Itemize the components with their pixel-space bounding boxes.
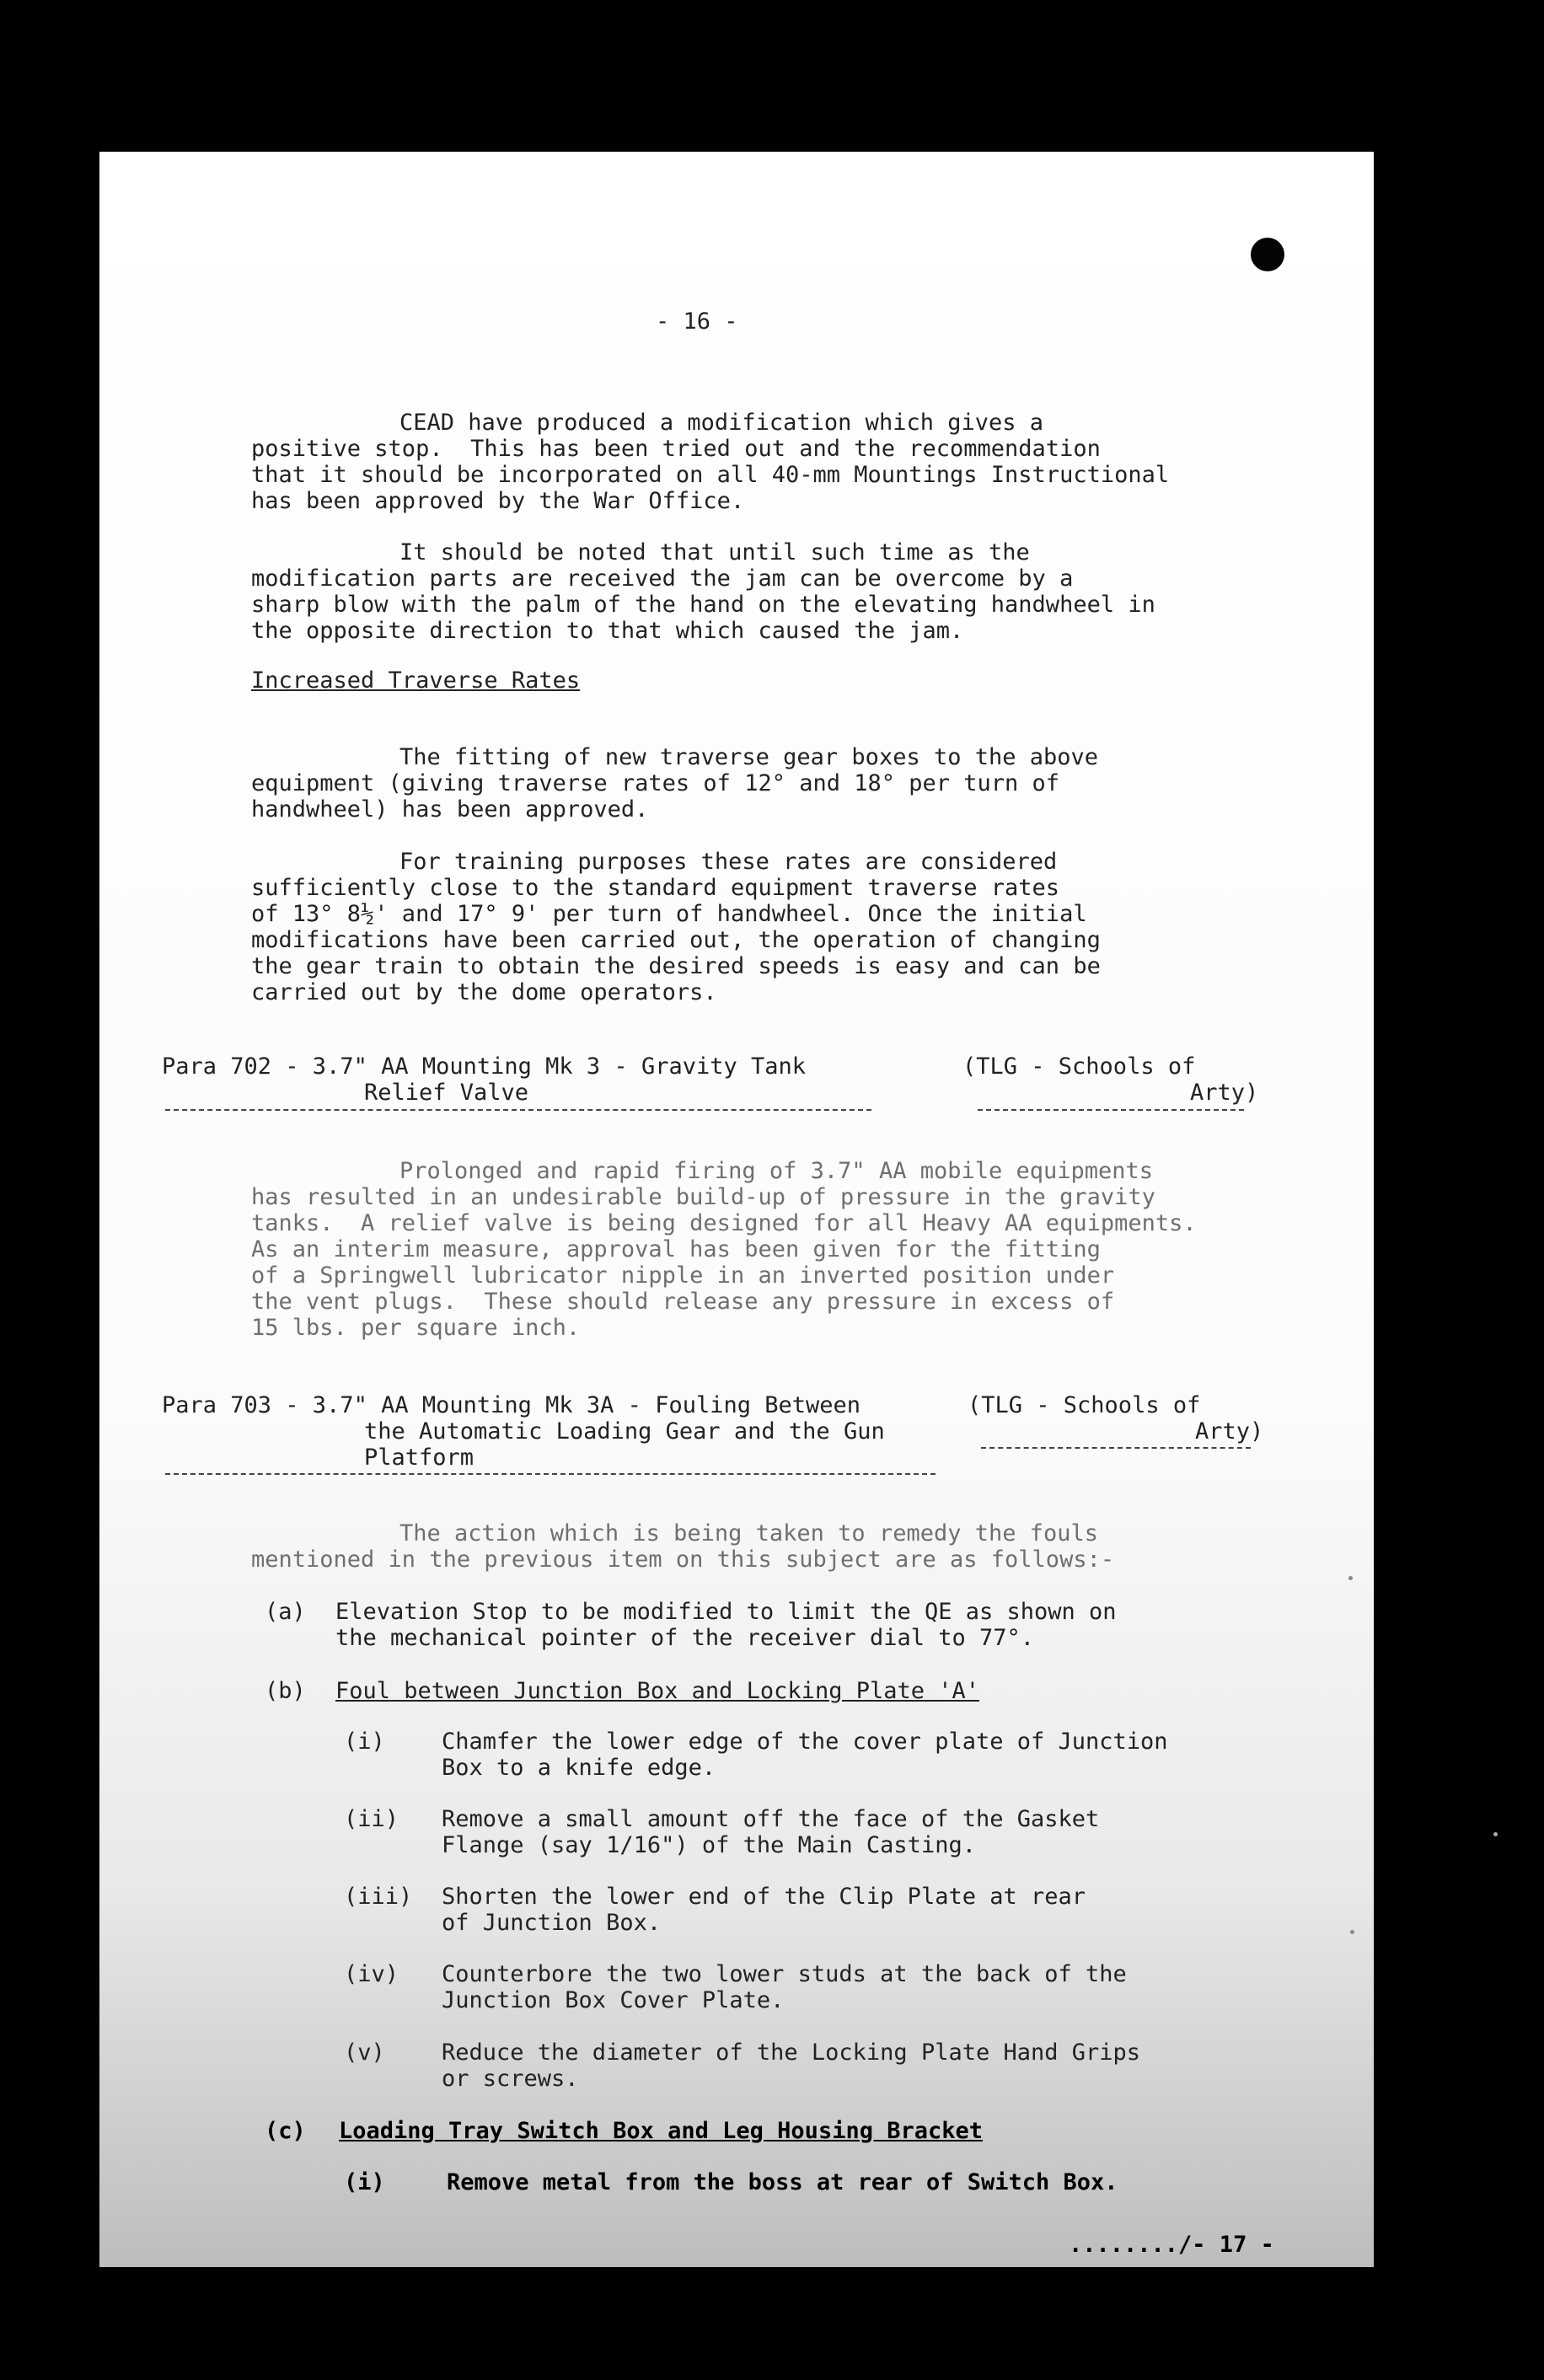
item-c-i-label: (i) bbox=[344, 2169, 385, 2195]
item-b-iv-label: (iv) bbox=[344, 1961, 399, 1987]
item-b-iv-text: Counterbore the two lower studs at the back of the bbox=[442, 1961, 1127, 1987]
intro-p2-line: sharp blow with the palm of the hand on the elevating handwheel in bbox=[251, 592, 1155, 618]
para702-body-line: Prolonged and rapid firing of 3.7" AA mobile equipments bbox=[399, 1158, 1154, 1184]
para703-intro-line: mentioned in the previous item on this subject are as follows:- bbox=[251, 1546, 1115, 1573]
traverse-p1-line: handwheel) has been approved. bbox=[251, 796, 649, 823]
item-b-i-text: Chamfer the lower edge of the cover plate of Junction bbox=[442, 1729, 1168, 1755]
para703-title: the Automatic Loading Gear and the Gun bbox=[364, 1418, 885, 1445]
para703-reference: Arty) bbox=[1195, 1418, 1264, 1445]
para703-reference: (TLG - Schools of bbox=[968, 1392, 1201, 1418]
item-b-iv-text: Junction Box Cover Plate. bbox=[442, 1987, 785, 2013]
intro-p2-line: It should be noted that until such time as the bbox=[399, 539, 1030, 566]
para702-body-line: the vent plugs. These should release any pressure in excess of bbox=[251, 1289, 1115, 1315]
traverse-p2-line: carried out by the dome operators. bbox=[251, 979, 717, 1005]
traverse-p2-line: modifications have been carried out, the operation of changing bbox=[251, 927, 1101, 953]
item-b-v-label: (v) bbox=[344, 2040, 385, 2066]
item-b-iii-text: of Junction Box. bbox=[442, 1910, 662, 1936]
page-number: - 16 - bbox=[656, 308, 738, 335]
item-a-label: (a) bbox=[265, 1599, 306, 1625]
intro-p1-line: CEAD have produced a modification which gives a bbox=[399, 410, 1044, 436]
intro-p1-line: positive stop. This has been tried out and the recommendation bbox=[251, 436, 1101, 462]
para702-body-line: of a Springwell lubricator nipple in an inverted position under bbox=[251, 1262, 1115, 1289]
para702-title: Relief Valve bbox=[364, 1080, 529, 1106]
para703-reference-rule bbox=[981, 1447, 1251, 1449]
item-b-i-text: Box to a knife edge. bbox=[442, 1755, 716, 1781]
para702-body-line: As an interim measure, approval has been given for the fitting bbox=[251, 1236, 1101, 1262]
item-b-ii-text: Remove a small amount off the face of the Gasket bbox=[442, 1806, 1100, 1832]
item-a-text: the mechanical pointer of the receiver dial to 77°. bbox=[335, 1625, 1035, 1651]
item-b-iii-text: Shorten the lower end of the Clip Plate at rear bbox=[442, 1884, 1086, 1910]
section-heading-traverse: Increased Traverse Rates bbox=[251, 667, 581, 694]
intro-p2-line: modification parts are received the jam can be overcome by a bbox=[251, 566, 1074, 592]
para702-body-line: has resulted in an undesirable build-up of pressure in the gravity bbox=[251, 1184, 1155, 1210]
item-b-i-label: (i) bbox=[344, 1729, 385, 1755]
traverse-p2-line: the gear train to obtain the desired speeds is easy and can be bbox=[251, 953, 1101, 979]
para702-title: Para 702 - 3.7" AA Mounting Mk 3 - Gravity Tank bbox=[162, 1053, 807, 1080]
item-c-i-text: Remove metal from the boss at rear of Switch Box. bbox=[447, 2169, 1118, 2195]
item-c-heading: Loading Tray Switch Box and Leg Housing Bracket bbox=[339, 2118, 984, 2144]
para702-reference-rule bbox=[978, 1109, 1244, 1111]
item-b-heading: Foul between Junction Box and Locking Plate 'A' bbox=[335, 1678, 980, 1704]
item-b-label: (b) bbox=[265, 1678, 306, 1704]
intro-p1-line: has been approved by the War Office. bbox=[251, 488, 745, 514]
para702-reference: Arty) bbox=[1190, 1080, 1259, 1106]
intro-p2-line: the opposite direction to that which caused the jam. bbox=[251, 618, 964, 644]
intro-p1-line: that it should be incorporated on all 40-mm Mountings Instructional bbox=[251, 462, 1170, 488]
scan-speck bbox=[1493, 1832, 1498, 1836]
traverse-p2-line: For training purposes these rates are considered bbox=[399, 849, 1058, 875]
para703-title: Platform bbox=[364, 1445, 474, 1471]
traverse-p2-line: sufficiently close to the standard equipment traverse rates bbox=[251, 875, 1060, 901]
para703-title: Para 703 - 3.7" AA Mounting Mk 3A - Fouling Between bbox=[162, 1392, 861, 1418]
para702-body-line: 15 lbs. per square inch. bbox=[251, 1315, 581, 1341]
para702-reference: (TLG - Schools of bbox=[962, 1053, 1196, 1080]
item-a-text: Elevation Stop to be modified to limit the QE as shown on bbox=[335, 1599, 1117, 1625]
traverse-p1-line: The fitting of new traverse gear boxes to the above bbox=[399, 744, 1099, 770]
item-b-iii-label: (iii) bbox=[344, 1884, 413, 1910]
traverse-p1-line: equipment (giving traverse rates of 12° and 18° per turn of bbox=[251, 770, 1060, 796]
para703-title-rule bbox=[165, 1473, 936, 1475]
traverse-p2-line: of 13° 8½' and 17° 9' per turn of handwheel. Once the initial bbox=[251, 901, 1087, 927]
punch-hole bbox=[1251, 238, 1284, 271]
para702-title-rule bbox=[165, 1109, 871, 1111]
para703-intro-line: The action which is being taken to remedy the fouls bbox=[399, 1520, 1099, 1546]
item-b-ii-text: Flange (say 1/16") of the Main Casting. bbox=[442, 1832, 976, 1858]
item-c-label: (c) bbox=[265, 2118, 306, 2144]
scan-speck bbox=[1350, 1930, 1354, 1934]
item-b-v-text: Reduce the diameter of the Locking Plate Hand Grips bbox=[442, 2040, 1141, 2066]
item-b-v-text: or screws. bbox=[442, 2066, 579, 2092]
continuation-marker: ......../- 17 - bbox=[1069, 2232, 1274, 2258]
item-b-ii-label: (ii) bbox=[344, 1806, 399, 1832]
scan-speck bbox=[1348, 1576, 1353, 1580]
para702-body-line: tanks. A relief valve is being designed for all Heavy AA equipments. bbox=[251, 1210, 1197, 1236]
